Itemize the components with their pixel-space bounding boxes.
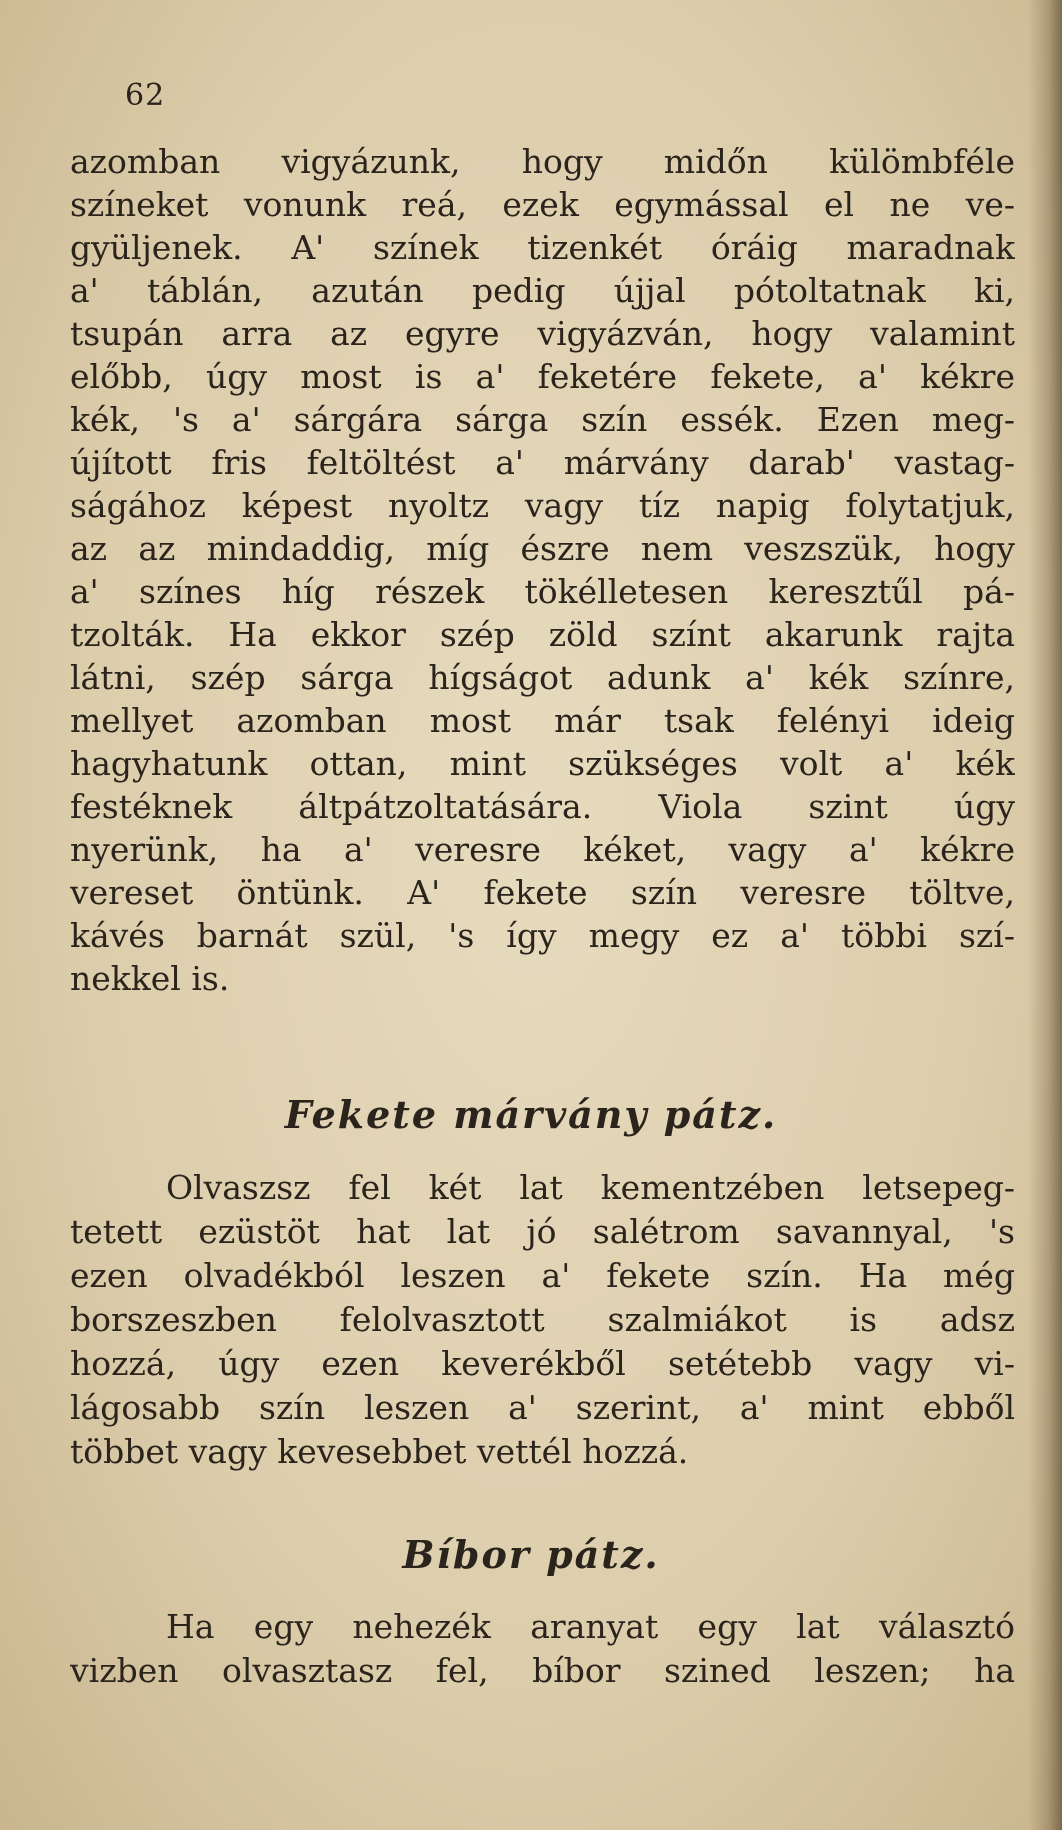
text-line: tetett ezüstöt hat lat jó salétrom savannyal, 's — [70, 1212, 1015, 1251]
text-line: az az mindaddig, míg észre nem veszszük, hogy — [70, 529, 1015, 568]
text-line: többet vagy kevesebbet vettél hozzá. — [70, 1432, 689, 1471]
text-line: tzolták. Ha ekkor szép zöld színt akarunk rajta — [70, 615, 1015, 654]
text-line: nekkel is. — [70, 959, 230, 998]
text-line: színeket vonunk reá, ezek egymással el ne ve- — [70, 185, 1015, 224]
text-line: hozzá, úgy ezen keverékből setétebb vagy vi- — [70, 1344, 1015, 1383]
text-line: kávés barnát szül, 's így megy ez a' többi szí- — [70, 916, 1015, 955]
text-line: látni, szép sárga hígságot adunk a' kék színre, — [70, 658, 1015, 697]
text-line: a' színes híg részek tökélletesen keresztűl pá- — [70, 572, 1015, 611]
text-line: vereset öntünk. A' fekete szín veresre töltve, — [70, 873, 1015, 912]
text-line: hagyhatunk ottan, mint szükséges volt a' kék — [70, 744, 1015, 783]
text-line: előbb, úgy most is a' feketére fekete, a' kékre — [70, 357, 1015, 396]
page-number: 62 — [125, 78, 166, 113]
text-line: borszeszben felolvasztott szalmiákot is adsz — [70, 1300, 1015, 1339]
text-line: tsupán arra az egyre vigyázván, hogy valamint — [70, 314, 1015, 353]
text-line: mellyet azomban most már tsak felényi ideig — [70, 701, 1015, 740]
text-line: a' táblán, azután pedig újjal pótoltatnak ki, — [70, 271, 1015, 310]
text-line: nyerünk, ha a' veresre kéket, vagy a' kékre — [70, 830, 1015, 869]
text-line: festéknek áltpátzoltatására. Viola szint úgy — [70, 787, 1015, 826]
text-line: vizben olvasztasz fel, bíbor szined leszen; ha — [70, 1651, 1015, 1690]
text-line: ezen olvadékból leszen a' fekete szín. Ha még — [70, 1256, 1015, 1295]
text-line: Ha egy nehezék aranyat egy lat választó — [166, 1607, 1015, 1646]
section-heading: Bíbor pátz. — [402, 1532, 660, 1577]
text-line: gyüljenek. A' színek tizenkét óráig maradnak — [70, 228, 1015, 267]
text-line: azomban vigyázunk, hogy midőn külömbféle — [70, 142, 1015, 181]
section-heading: Fekete márvány pátz. — [284, 1092, 778, 1137]
text-line: kék, 's a' sárgára sárga szín essék. Ezen meg- — [70, 400, 1015, 439]
text-line: újított fris feltöltést a' márvány darab' vastag- — [70, 443, 1015, 482]
text-line: Olvaszsz fel két lat kementzében letsepeg- — [166, 1168, 1015, 1207]
text-line: ságához képest nyoltz vagy tíz napig folytatjuk, — [70, 486, 1015, 525]
text-line: lágosabb szín leszen a' szerint, a' mint ebből — [70, 1388, 1015, 1427]
